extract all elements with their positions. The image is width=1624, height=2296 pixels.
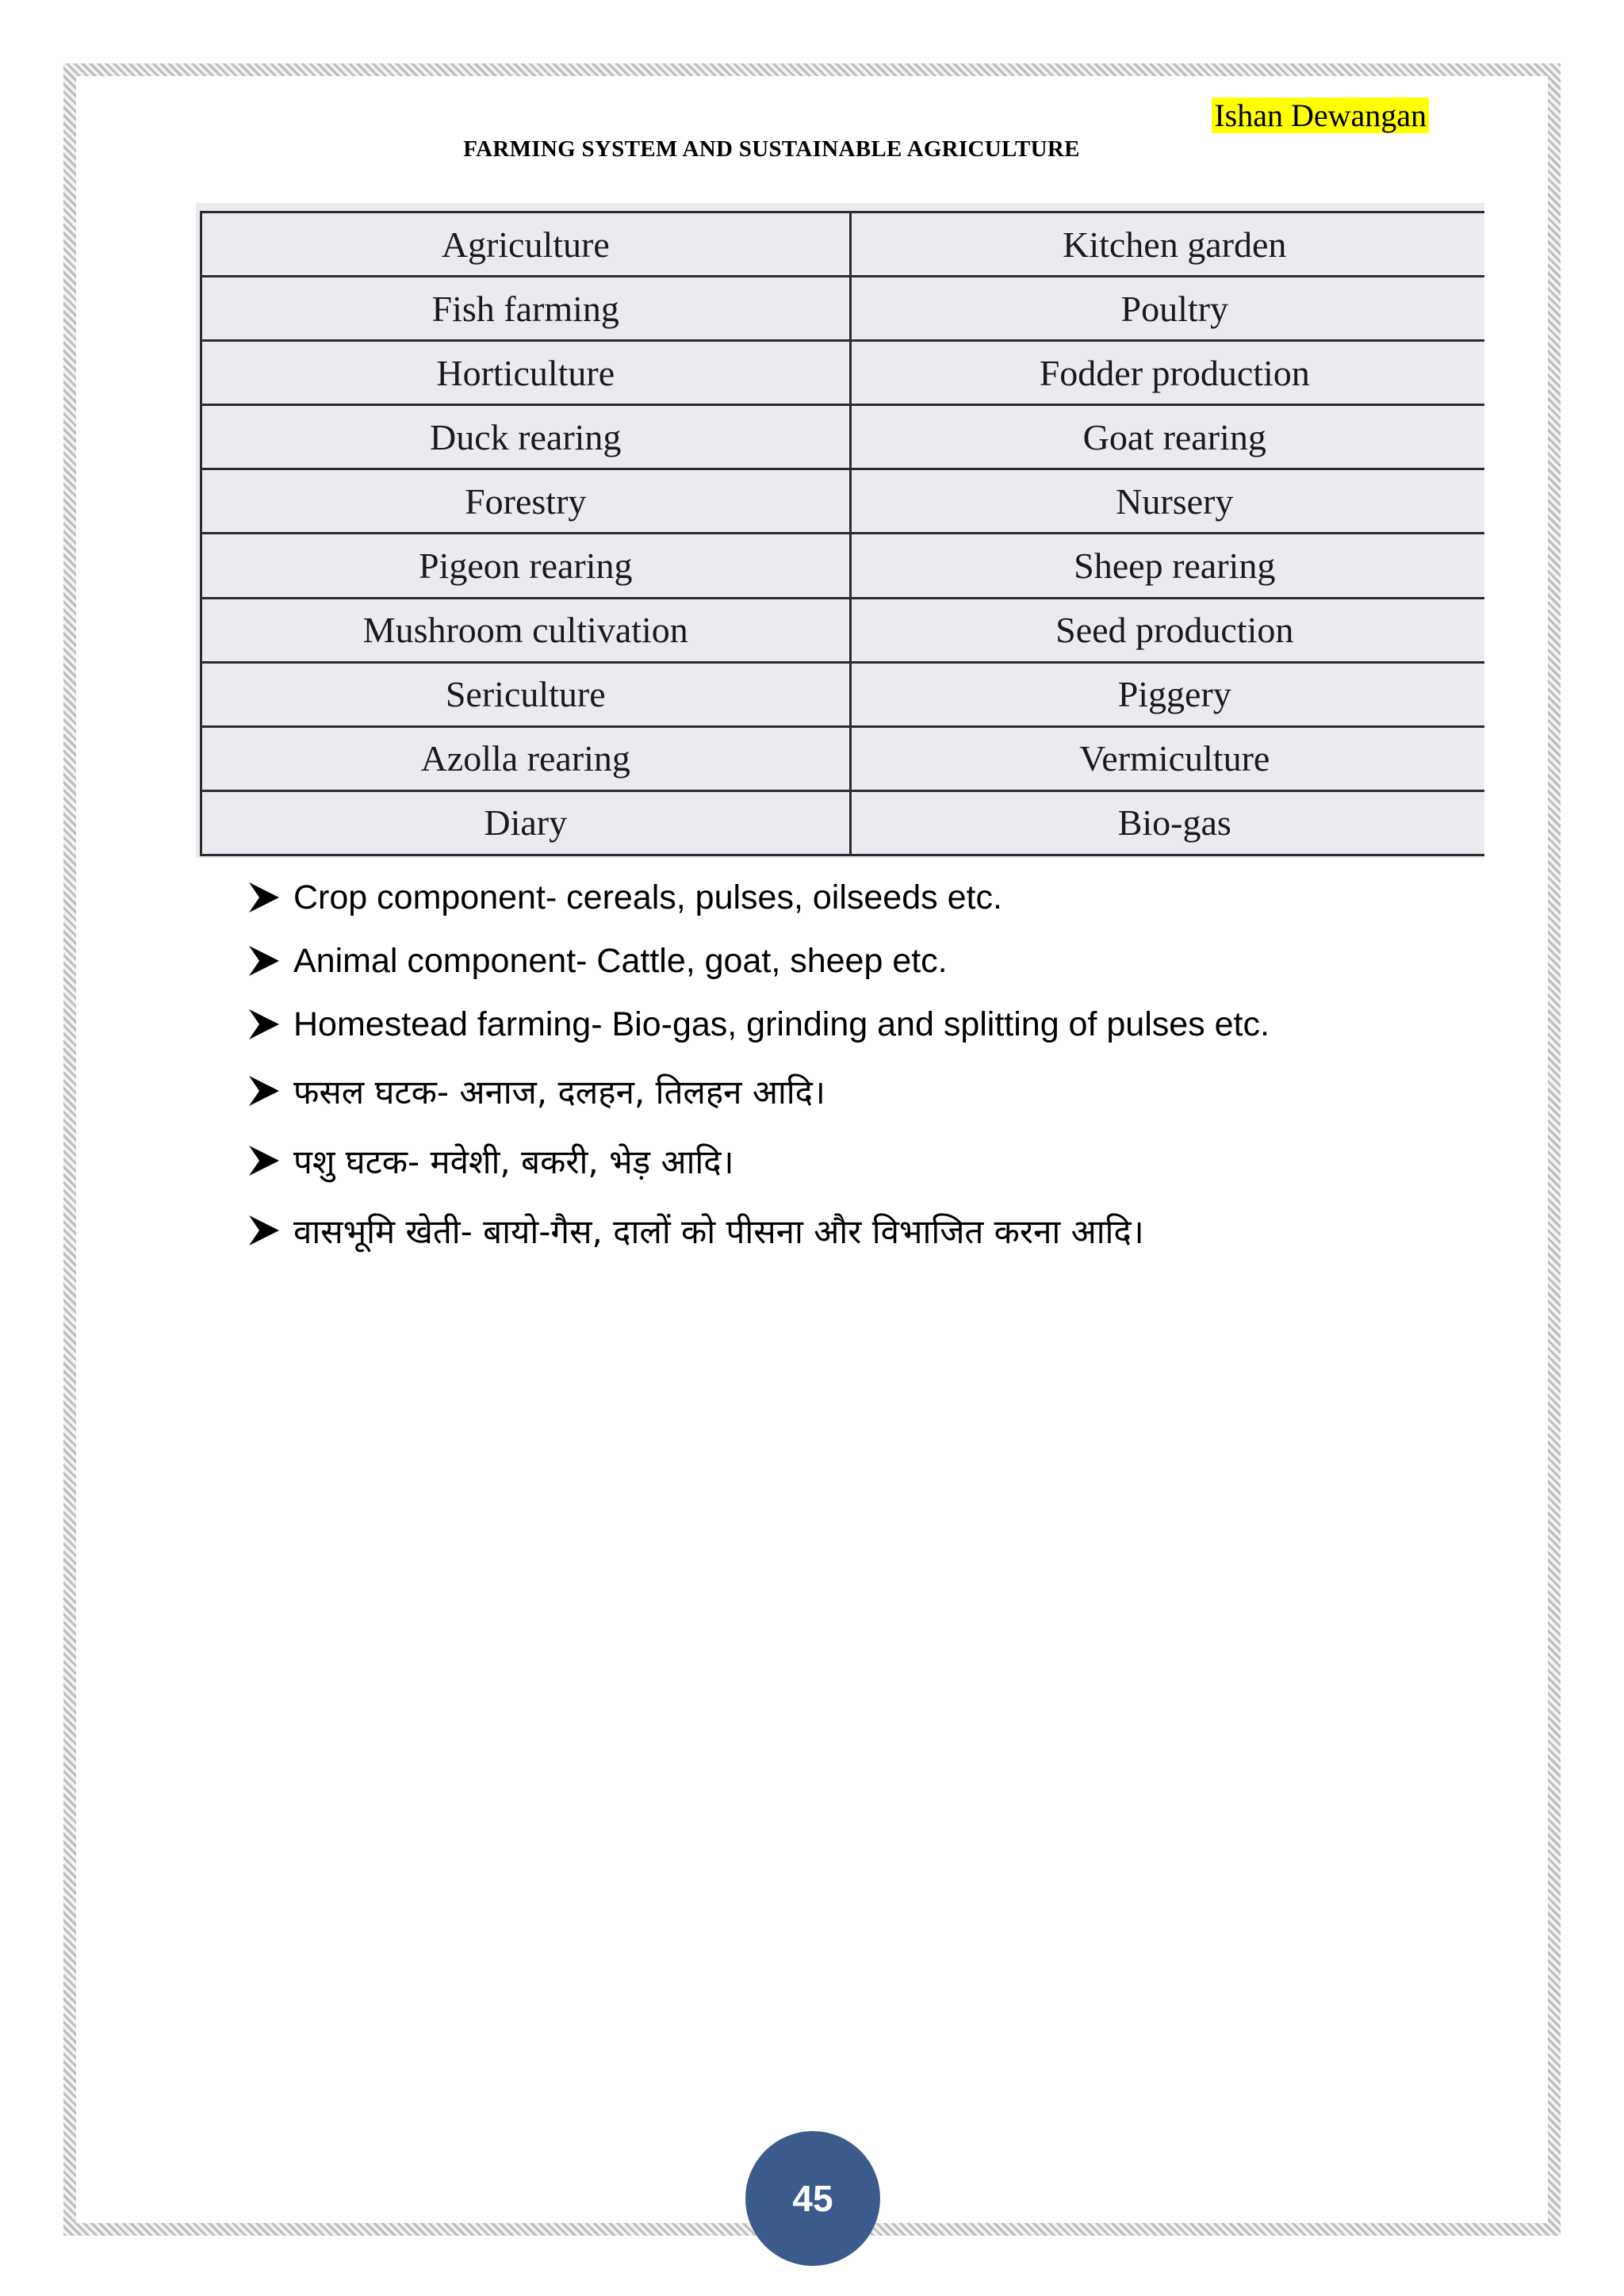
table-row xyxy=(201,598,1485,662)
table-row xyxy=(201,534,1485,598)
list-item xyxy=(246,993,1515,1056)
arrow-bullet-icon xyxy=(246,943,282,979)
table-row xyxy=(201,277,1485,341)
table-cell: Piggery xyxy=(850,662,1484,726)
table-cell: Kitchen garden xyxy=(850,212,1484,277)
page-header: FARMING SYSTEM AND SUSTAINABLE AGRICULTURE xyxy=(463,136,1080,162)
table-row xyxy=(201,212,1485,277)
crop-component-en: Crop component- cereals, pulses, oilseeds etc. xyxy=(293,878,1002,916)
table-row xyxy=(201,405,1485,469)
animal-component-hi: पशु घटक- मवेशी, बकरी, भेड़ आदि। xyxy=(293,1142,734,1181)
table-cell: Sericulture xyxy=(201,662,851,726)
table-cell: Sheep rearing xyxy=(850,534,1484,598)
arrow-bullet-icon xyxy=(246,1006,282,1043)
animal-component-en: Animal component- Cattle, goat, sheep etc. xyxy=(293,941,948,980)
components-table xyxy=(200,211,1484,856)
list-item xyxy=(246,929,1515,993)
components-table-image xyxy=(196,203,1484,858)
table-row xyxy=(201,790,1485,855)
table-cell: Fodder production xyxy=(850,341,1484,405)
list-item xyxy=(246,866,1515,929)
arrow-bullet-icon xyxy=(246,1142,282,1179)
crop-component-hi: फसल घटक- अनाज, दलहन, तिलहन आदि। xyxy=(293,1072,825,1112)
table-cell: Nursery xyxy=(850,469,1484,534)
table-row xyxy=(201,726,1485,790)
table-cell: Seed production xyxy=(850,598,1484,662)
page-number-badge: 45 xyxy=(745,2131,880,2266)
table-cell: Horticulture xyxy=(201,341,851,405)
table-cell: Azolla rearing xyxy=(201,726,851,790)
arrow-bullet-icon xyxy=(246,1073,282,1109)
author-name: Ishan Dewangan xyxy=(1212,98,1429,134)
table-cell: Agriculture xyxy=(201,212,851,277)
table-cell: Pigeon rearing xyxy=(201,534,851,598)
table-cell: Bio-gas xyxy=(850,790,1484,855)
homestead-farming-en: Homestead farming- Bio-gas, grinding and splitting of pulses etc. xyxy=(293,1004,1270,1043)
bullet-list xyxy=(246,866,1515,1265)
table-cell: Poultry xyxy=(850,277,1484,341)
table-cell: Forestry xyxy=(201,469,851,534)
arrow-bullet-icon xyxy=(246,1212,282,1249)
list-item xyxy=(246,1196,1515,1265)
table-cell: Duck rearing xyxy=(201,405,851,469)
homestead-farming-hi: वासभूमि खेती- बायो-गैस, दालों को पीसना और विभाजित करना आदि। xyxy=(293,1211,1144,1251)
table-cell: Mushroom cultivation xyxy=(201,598,851,662)
table-cell: Goat rearing xyxy=(850,405,1484,469)
list-item xyxy=(246,1126,1515,1196)
table-row xyxy=(201,469,1485,534)
arrow-bullet-icon xyxy=(246,879,282,916)
table-cell: Vermiculture xyxy=(850,726,1484,790)
table-row xyxy=(201,341,1485,405)
table-cell: Diary xyxy=(201,790,851,855)
list-item xyxy=(246,1056,1515,1126)
table-row xyxy=(201,662,1485,726)
table-cell: Fish farming xyxy=(201,277,851,341)
